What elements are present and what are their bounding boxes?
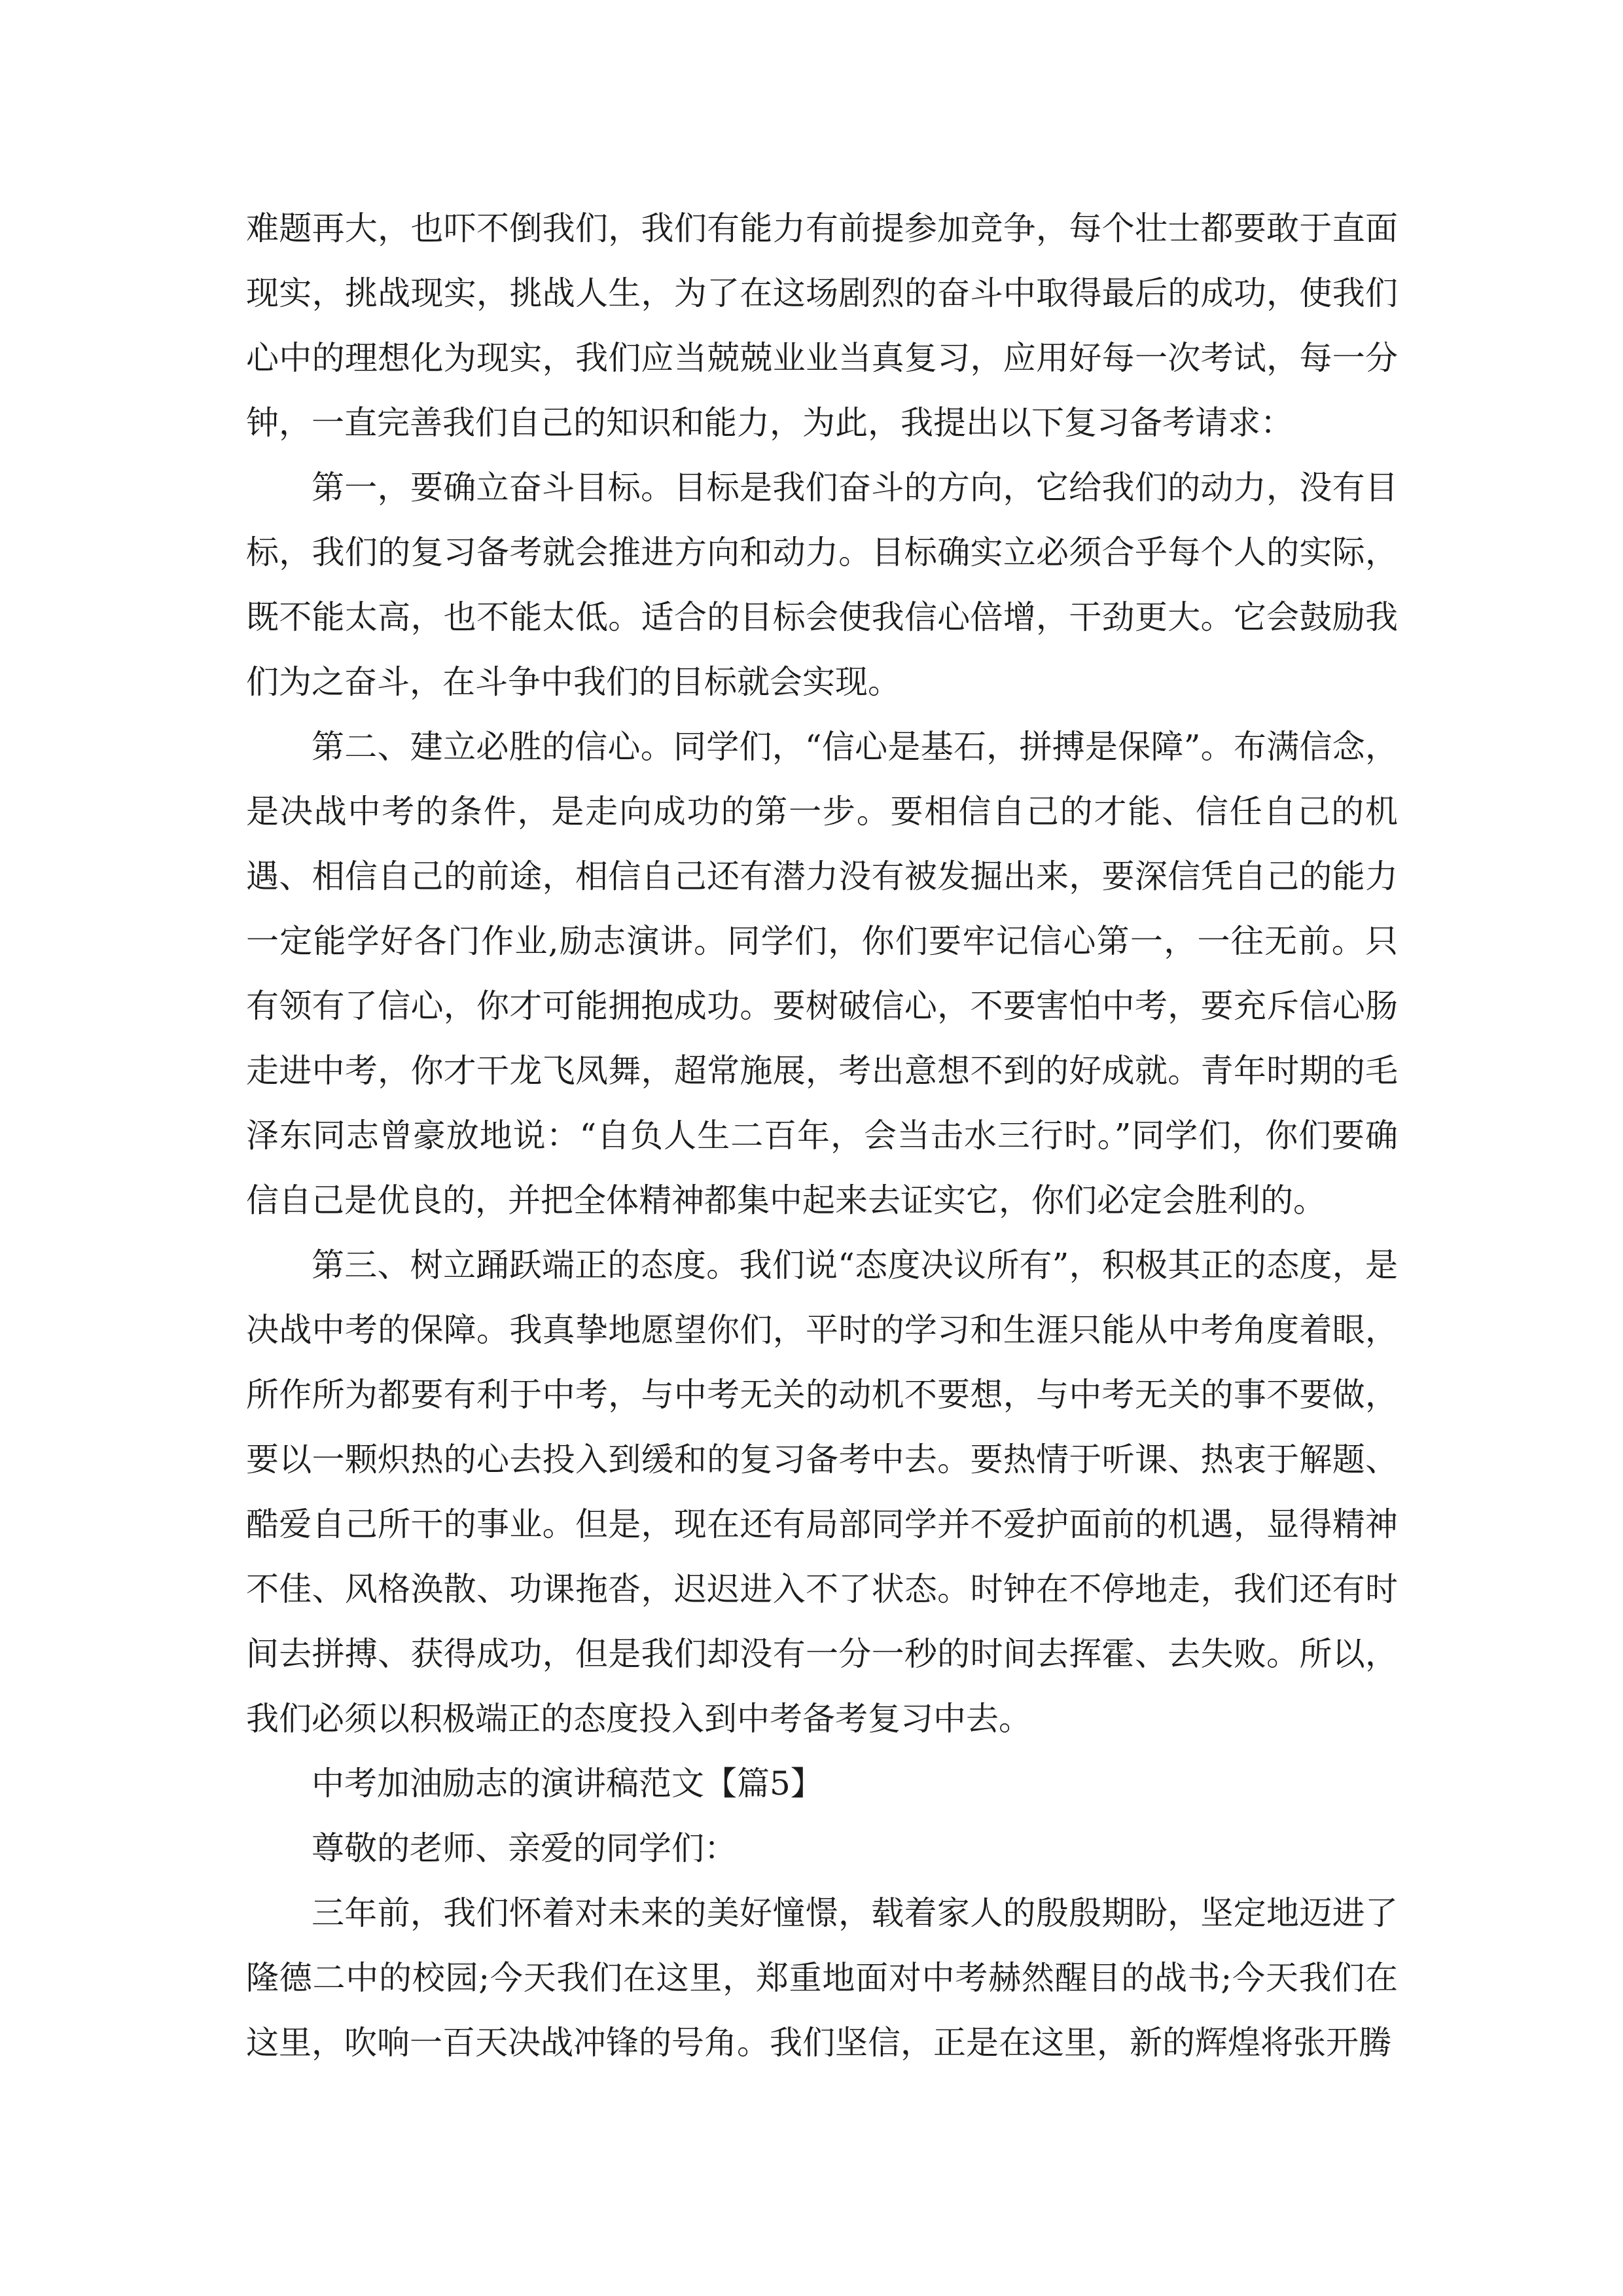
paragraph-confidence: 第二、建立必胜的信心。同学们，“信心是基石，拼搏是保障”。布满信念，是决战中考的条件，是走向成功的第一步。要相信自己的才能、信任自己的机遇、相信自己的前途，相信自己还有潜力没有被发掘出来，要深信凭自己的能力一定能学好各门作业,励志演讲。同学们，你们要牢记信心第一，一往无前。只有领有了信心，你才可能拥抱成功。要树破信心，不要害怕中考，要充斥信心肠走进中考，你才干龙飞凤舞，超常施展，考出意想不到的好成就。青年时期的毛泽东同志曾豪放地说：“自负人生二百年，会当击水三行时。”同学们，你们要确信自己是优良的，并把全体精神都集中起来去证实它，你们必定会胜利的。 xyxy=(246,728,1398,1219)
paragraph-goal: 第一，要确立奋斗目标。目标是我们奋斗的方向，它给我们的动力，没有目标，我们的复习备考就会推进方向和动力。目标确实立必须合乎每个人的实际，既不能太高，也不能太低。适合的目标会使我信心倍增，干劲更大。它会鼓励我们为之奋斗，在斗争中我们的目标就会实现。 xyxy=(246,469,1398,701)
salutation: 尊敬的老师、亲爱的同学们： xyxy=(312,1829,737,1867)
paragraph-attitude: 第三、树立踊跃端正的态度。我们说“态度决议所有”，积极其正的态度，是决战中考的保障。我真挚地愿望你们，平时的学习和生涯只能从中考角度着眼，所作所为都要有利于中考，与中考无关的动机不要想，与中考无关的事不要做，要以一颗炽热的心去投入到缓和的复习备考中去。要热情于听课、热衷于解题、酷爱自己所干的事业。但是，现在还有局部同学并不爱护面前的机遇，显得精神不佳、风格涣散、功课拖沓，迟迟进入不了状态。时钟在不停地走，我们还有时间去拼搏、获得成功，但是我们却没有一分一秒的时间去挥霍、去失败。所以，我们必须以积极端正的态度投入到中考备考复习中去。 xyxy=(246,1246,1398,1738)
paragraph-continuation: 难题再大，也吓不倒我们，我们有能力有前提参加竞争，每个壮士都要敢于直面现实，挑战现实，挑战人生，为了在这场剧烈的奋斗中取得最后的成功，使我们心中的理想化为现实，我们应当兢兢业业当真复习，应用好每一次考试，每一分钟，一直完善我们自己的知识和能力，为此，我提出以下复习备考请求： xyxy=(246,209,1398,442)
document-body xyxy=(246,196,1398,2075)
paragraph-opening: 三年前，我们怀着对未来的美好憧憬，载着家人的殷殷期盼，坚定地迈进了隆德二中的校园;今天我们在这里，郑重地面对中考赫然醒目的战书;今天我们在这里，吹响一百天决战冲锋的号角。我们坚信，正是在这里，新的辉煌将张开腾 xyxy=(246,1894,1398,2062)
section-heading: 中考加油励志的演讲稿范文【篇5】 xyxy=(312,1765,823,1803)
